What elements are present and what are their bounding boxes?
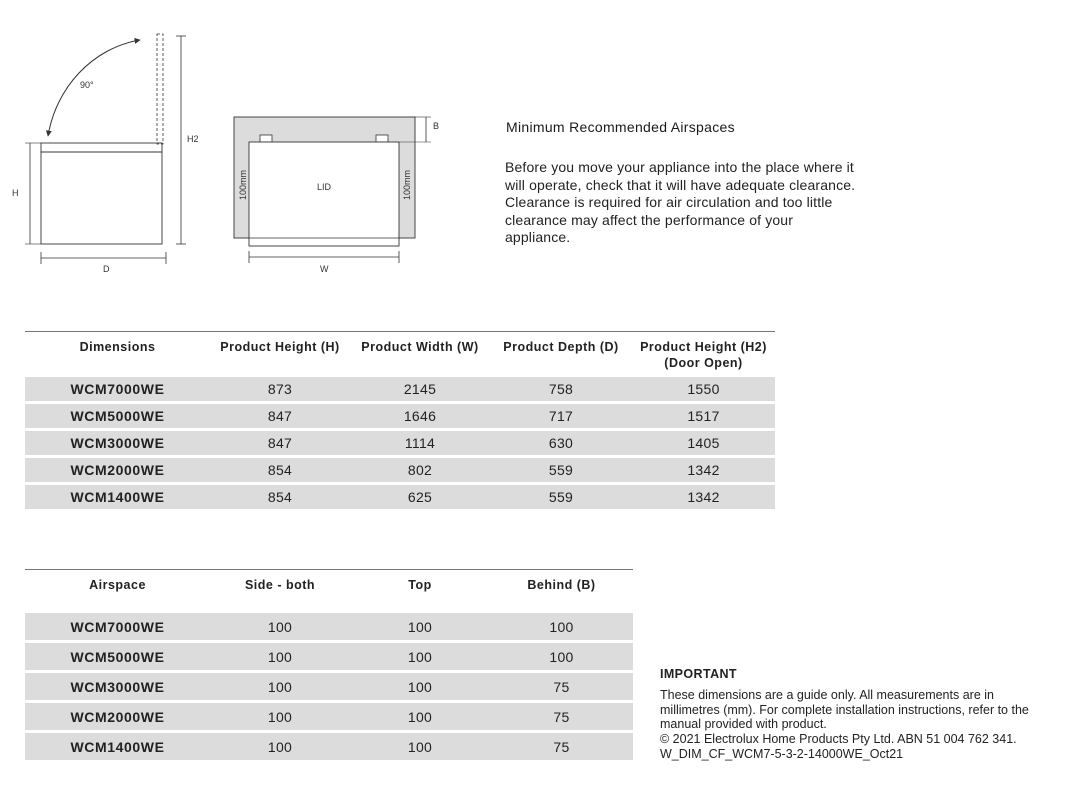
document-code: W_DIM_CF_WCM7-5-3-2-14000WE_Oct21 bbox=[660, 746, 904, 761]
side-right-label: 100mm bbox=[402, 169, 412, 200]
model-cell: WCM1400WE bbox=[25, 733, 210, 760]
airspace-header-row bbox=[25, 569, 633, 610]
table-row bbox=[25, 673, 633, 700]
model-cell: WCM2000WE bbox=[25, 703, 210, 730]
dimension-diagram bbox=[0, 0, 460, 290]
model-cell: WCM7000WE bbox=[25, 377, 210, 401]
table-row bbox=[25, 643, 633, 670]
value-cell: 717 bbox=[490, 404, 632, 428]
table-row bbox=[25, 613, 633, 640]
value-cell: 1114 bbox=[350, 431, 490, 455]
header-depth: Product Depth (D) bbox=[490, 331, 632, 374]
dimensions-table bbox=[25, 328, 775, 512]
model-cell: WCM3000WE bbox=[25, 673, 210, 700]
value-cell: 100 bbox=[210, 673, 350, 700]
header-height-h2-label: Product Height (H2) bbox=[640, 340, 767, 354]
side-left-label: 100mm bbox=[238, 169, 248, 200]
value-cell: 100 bbox=[350, 613, 490, 640]
h2-label: H2 bbox=[187, 134, 199, 144]
model-cell: WCM2000WE bbox=[25, 458, 210, 482]
w-label: W bbox=[320, 264, 329, 274]
value-cell: 559 bbox=[490, 485, 632, 509]
value-cell: 758 bbox=[490, 377, 632, 401]
header-height-h2 bbox=[632, 331, 775, 374]
value-cell: 1405 bbox=[632, 431, 775, 455]
value-cell: 100 bbox=[210, 733, 350, 760]
value-cell: 847 bbox=[210, 404, 350, 428]
cabinet-side bbox=[41, 152, 162, 244]
value-cell: 559 bbox=[490, 458, 632, 482]
cabinet-top bbox=[249, 142, 399, 246]
value-cell: 100 bbox=[210, 703, 350, 730]
value-cell: 625 bbox=[350, 485, 490, 509]
table-row bbox=[25, 485, 775, 509]
angle-label: 90° bbox=[80, 80, 94, 90]
lid-side bbox=[41, 143, 162, 152]
value-cell: 854 bbox=[210, 458, 350, 482]
value-cell: 100 bbox=[210, 643, 350, 670]
open-door-outline bbox=[157, 34, 163, 144]
header-airspace: Airspace bbox=[25, 569, 210, 610]
header-height-h2-sub: (Door Open) bbox=[664, 356, 743, 370]
value-cell: 100 bbox=[350, 673, 490, 700]
model-cell: WCM5000WE bbox=[25, 404, 210, 428]
model-cell: WCM1400WE bbox=[25, 485, 210, 509]
table-row bbox=[25, 703, 633, 730]
value-cell: 1646 bbox=[350, 404, 490, 428]
h-label: H bbox=[12, 188, 19, 198]
value-cell: 630 bbox=[490, 431, 632, 455]
value-cell: 100 bbox=[350, 733, 490, 760]
value-cell: 1517 bbox=[632, 404, 775, 428]
header-dimensions: Dimensions bbox=[25, 331, 210, 374]
dimensions-header-row bbox=[25, 331, 775, 374]
value-cell: 100 bbox=[210, 613, 350, 640]
table-row bbox=[25, 404, 775, 428]
value-cell: 75 bbox=[490, 673, 633, 700]
airspaces-description: Before you move your appliance into the place where it will operate, check that it will have adequate clearance. Clearance is required for air circulation and too little clearance may affect the performance of your appliance. bbox=[505, 159, 856, 245]
header-side: Side - both bbox=[210, 569, 350, 610]
b-label: B bbox=[433, 121, 440, 131]
d-label: D bbox=[103, 264, 110, 274]
header-top: Top bbox=[350, 569, 490, 610]
value-cell: 100 bbox=[490, 613, 633, 640]
copyright-text: © 2021 Electrolux Home Products Pty Ltd. ABN 51 004 762 341. bbox=[660, 732, 1017, 747]
table-row bbox=[25, 733, 633, 760]
value-cell: 873 bbox=[210, 377, 350, 401]
value-cell: 1550 bbox=[632, 377, 775, 401]
important-note bbox=[660, 667, 1052, 762]
value-cell: 75 bbox=[490, 703, 633, 730]
value-cell: 802 bbox=[350, 458, 490, 482]
table-row bbox=[25, 377, 775, 401]
value-cell: 2145 bbox=[350, 377, 490, 401]
hinge-right bbox=[376, 135, 388, 142]
value-cell: 100 bbox=[490, 643, 633, 670]
model-cell: WCM5000WE bbox=[25, 643, 210, 670]
door-swing-arc bbox=[48, 40, 140, 136]
lid-label: LID bbox=[317, 182, 332, 192]
table-row bbox=[25, 431, 775, 455]
airspace-table bbox=[25, 566, 633, 763]
important-text: These dimensions are a guide only. All measurements are in millimetres (mm). For complete installation instructions, refer to the manual provided with product. bbox=[660, 687, 1029, 732]
hinge-left bbox=[260, 135, 272, 142]
value-cell: 847 bbox=[210, 431, 350, 455]
value-cell: 1342 bbox=[632, 485, 775, 509]
model-cell: WCM3000WE bbox=[25, 431, 210, 455]
value-cell: 100 bbox=[350, 643, 490, 670]
value-cell: 1342 bbox=[632, 458, 775, 482]
value-cell: 100 bbox=[350, 703, 490, 730]
airspaces-title: Minimum Recommended Airspaces bbox=[506, 119, 735, 135]
header-behind: Behind (B) bbox=[490, 569, 633, 610]
model-cell: WCM7000WE bbox=[25, 613, 210, 640]
value-cell: 75 bbox=[490, 733, 633, 760]
table-row bbox=[25, 458, 775, 482]
important-heading: IMPORTANT bbox=[660, 667, 737, 681]
value-cell: 854 bbox=[210, 485, 350, 509]
header-height: Product Height (H) bbox=[210, 331, 350, 374]
header-width: Product Width (W) bbox=[350, 331, 490, 374]
